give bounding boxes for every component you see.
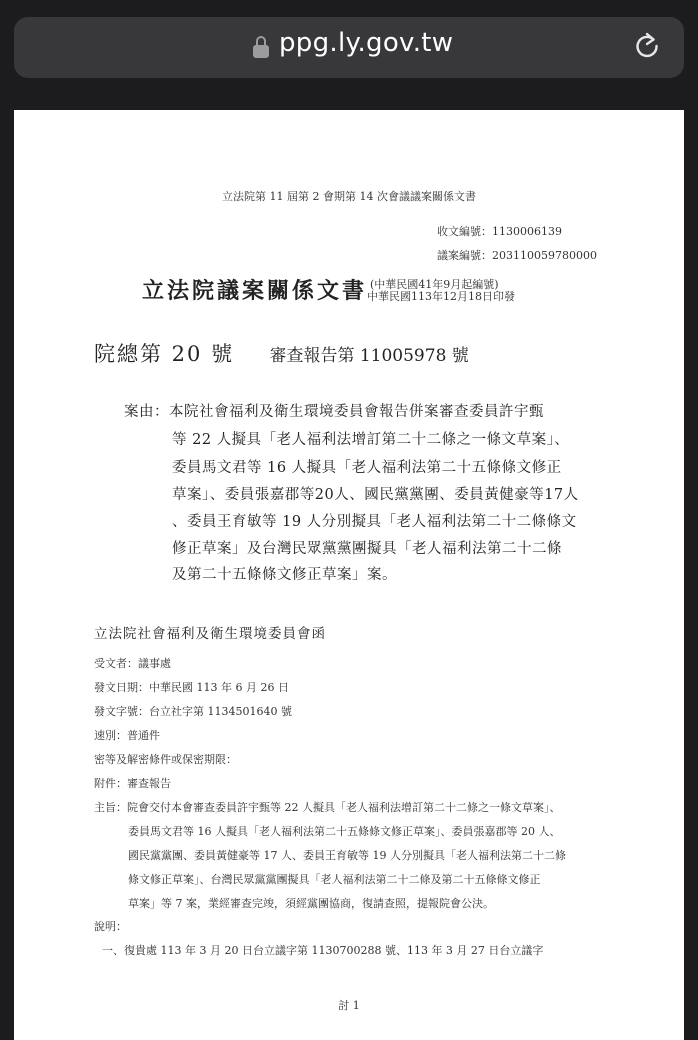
case-line: 修正草案」及台灣民眾黨黨團擬具「老人福利法第二十二條 xyxy=(172,541,562,557)
document-number xyxy=(94,338,469,368)
general-number: 院總第 20 號 xyxy=(94,342,235,366)
field-date: 發文日期：中華民國 113 年 6 月 26 日 xyxy=(94,681,289,694)
edition-note: (中華民國41年9月起編號) xyxy=(370,278,499,291)
memo-title: 立法院社會福利及衛生環境委員會函 xyxy=(94,626,326,642)
case-line: 草案」、委員張嘉郡等20人、國民黨黨團、委員黃健豪等17人 xyxy=(172,487,579,503)
subject-line: 主旨：院會交付本會審查委員許宇甄等 22 人擬具「老人福利法增訂第二十二條之一條文草案」、 xyxy=(94,801,561,814)
case-line: 等 22 人擬具「老人福利法增訂第二十二條之一條文草案」、 xyxy=(172,432,570,448)
subject-line: 條文修正草案」、台灣民眾黨黨團擬具「老人福利法第二十二條及第二十五條條文修正 xyxy=(128,873,541,886)
field-attachment: 附件：審查報告 xyxy=(94,777,171,790)
explanation-label: 說明： xyxy=(94,920,127,933)
case-line: 、委員王育敏等 19 人分別擬具「老人福利法第二十二條條文 xyxy=(172,514,577,530)
case-line: 案由：本院社會福利及衛生環境委員會報告併案審查委員許宇甄 xyxy=(124,404,544,420)
case-line: 委員馬文君等 16 人擬具「老人福利法第二十五條條文修正 xyxy=(172,460,562,476)
subject-line: 國民黨黨團、委員黃健豪等 17 人、委員王育敏等 19 人分別擬具「老人福利法第二十二條 xyxy=(128,849,566,862)
url-text[interactable]: ppg.ly.gov.tw xyxy=(279,28,454,58)
report-number: 審查報告第 11005978 號 xyxy=(269,346,469,366)
document-title: 立法院議案關係文書 xyxy=(142,278,368,304)
session-header: 立法院第 11 屆第 2 會期第 14 次會議議案關係文書 xyxy=(222,190,476,203)
field-recipient: 受文者：議事處 xyxy=(94,657,171,670)
lock-icon xyxy=(253,36,269,58)
case-line: 及第二十五條條文修正草案」案。 xyxy=(172,567,397,583)
field-reference: 發文字號：台立社字第 1134501640 號 xyxy=(94,705,292,718)
subject-line: 委員馬文君等 16 人擬具「老人福利法第二十五條條文修正草案」、委員張嘉郡等 20 人、 xyxy=(128,825,561,838)
field-classification: 密等及解密條件或保密期限： xyxy=(94,753,237,766)
page-number: 討 1 xyxy=(338,999,360,1012)
document-page xyxy=(14,110,684,1040)
bill-number: 議案編號：203110059780000 xyxy=(437,249,597,262)
explanation-item: 一、復貴處 113 年 3 月 20 日台立議字第 1130700288 號、113 年 3 月 27 日台立議字 xyxy=(102,944,544,957)
reload-icon[interactable] xyxy=(633,32,661,60)
print-date: 中華民國113年12月18日印發 xyxy=(367,290,515,303)
field-speed: 速別：普通件 xyxy=(94,729,160,742)
receipt-number: 收文編號：1130006139 xyxy=(437,225,562,238)
subject-line: 草案」等 7 案，業經審查完竣，須經黨團協商，復請查照，提報院會公決。 xyxy=(128,897,494,910)
browser-toolbar xyxy=(0,0,698,100)
